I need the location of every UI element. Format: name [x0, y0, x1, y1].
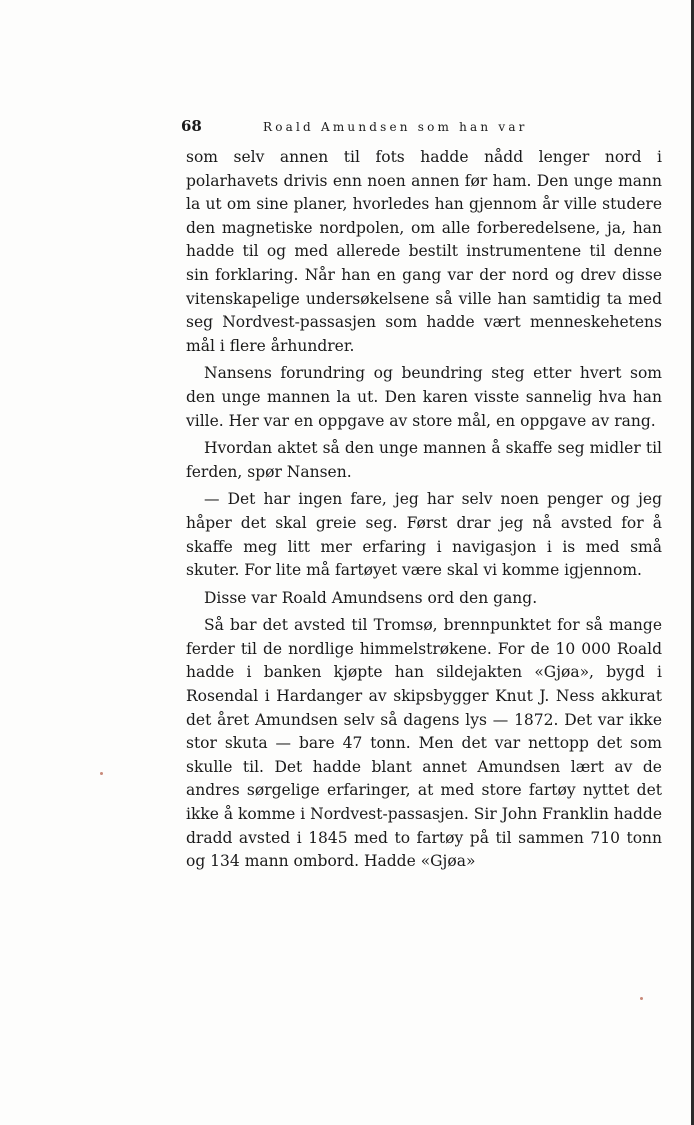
- page-header: [181, 116, 661, 138]
- paper-speck: [100, 772, 103, 775]
- page-number: 68: [181, 117, 202, 135]
- body-text: [186, 146, 662, 878]
- paragraph: — Det har ingen fare, jeg har selv noen penger og jeg håper det skal greie seg. Først drar jeg nå avsted for å skaffe meg litt mer erfaring i navigasjon i is med små skuter. For lite må fartøyet være skal vi komme igjennom.: [186, 490, 662, 580]
- running-title: Roald Amundsen som han var: [263, 120, 528, 134]
- paragraph: Hvordan aktet så den unge mannen å skaffe seg midler til ferden, spør Nansen.: [186, 439, 662, 481]
- paragraph: Så bar det avsted til Tromsø, brennpunktet for så mange ferder til de nordlige himmelstrøkene. For de 10 000 Roald hadde i banken kjøpte han sildejakten «Gjøa», bygd i Rosendal i Hardanger av skipsbygger Knut J. Ness akkurat det året Amundsen selv så dagens lys — 1872. Det var ikke stor skuta — bare 47 tonn. Men det var nettopp det som skulle til. Det hadde blant annet Amundsen lært av de andres sørgelige erfaringer, at med store fartøy nyttet det ikke å komme i Nordvest-passasjen. Sir John Franklin hadde dradd avsted i 1845 med to fartøy på til sammen 710 tonn og 134 mann ombord. Hadde «Gjøa»: [186, 616, 662, 871]
- paragraph: som selv annen til fots hadde nådd lenger nord i polarhavets drivis enn noen annen før ham. Den unge mann la ut om sine planer, hvorledes han gjennom år ville studere den magnetiske nordpolen, om alle forberedelsene, ja, han hadde til og med allerede bestilt instrumentene til denne sin forklaring. Når han en gang var der nord og drev disse vitenskapelige undersøkelsene så ville han samtidig ta med seg Nordvest-passasjen som hadde vært menneskehetens mål i flere århundrer.: [186, 148, 662, 355]
- paragraph: Disse var Roald Amundsens ord den gang.: [204, 588, 538, 607]
- paragraph: Nansens forundring og beundring steg etter hvert som den unge mannen la ut. Den karen visste sannelig hva han ville. Her var en oppgave av store mål, en oppgave av rang.: [186, 364, 662, 430]
- paper-speck: [640, 997, 643, 1000]
